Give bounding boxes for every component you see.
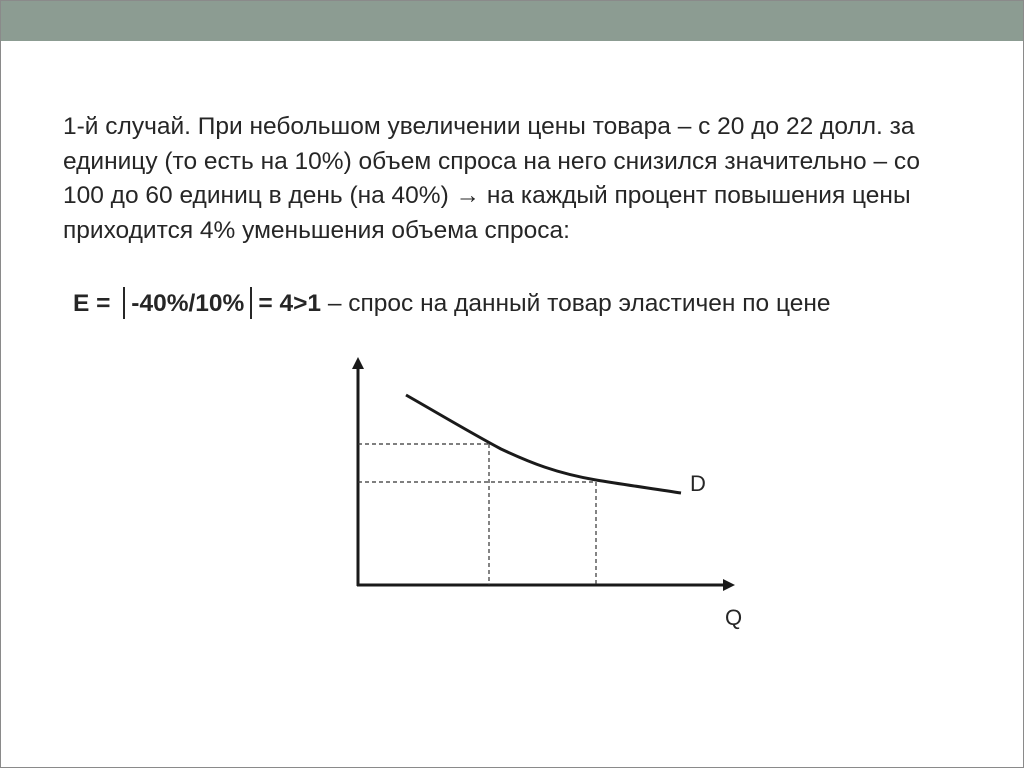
case-description-paragraph: 1-й случай. При небольшом увеличении цены товара – с 20 до 22 долл. за единицу (то есть на 10%) объем спроса на него снизился значительно – со 100 до 60 единиц в день (на 40%) → на каждый процент повышения цены приходится 4% уменьшения объема спроса: <box>63 113 921 244</box>
demand-curve-label: D <box>690 471 706 496</box>
demand-curve <box>406 395 681 493</box>
demand-curve-graph <box>1 1 1023 767</box>
formula-conclusion: – спрос на данный товар эластичен по цене <box>327 290 831 317</box>
formula-ratio: -40%/10% <box>131 290 245 317</box>
x-axis-label: Q <box>725 605 743 630</box>
formula-lhs: E = <box>73 290 111 317</box>
formula-result: = 4>1 <box>258 290 322 317</box>
